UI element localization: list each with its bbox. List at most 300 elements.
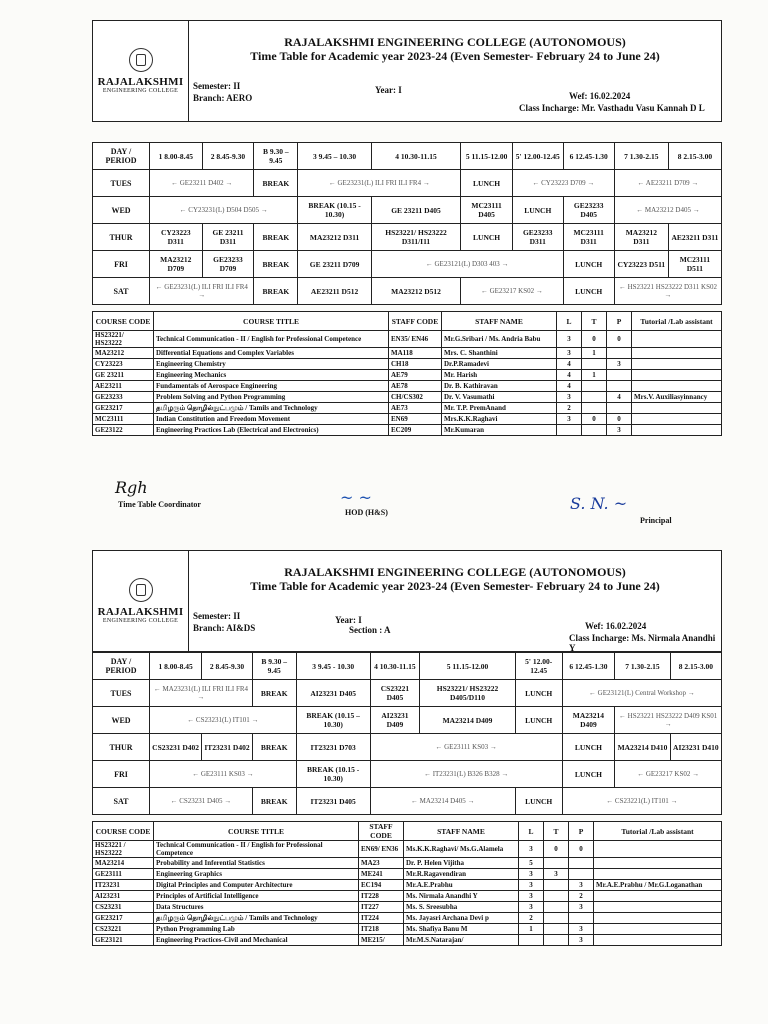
slot-cell: IT23231 D703 (296, 734, 370, 761)
staff-name: Ms. Shafiya Banu M (404, 924, 519, 935)
slot-cell: AI23231 D410 (670, 734, 721, 761)
day-label: WED (93, 707, 150, 734)
lecture-hours: 4 (557, 370, 582, 381)
tutorial-assistant (594, 913, 722, 924)
timetable-title: Time Table for Academic year 2023-24 (Even Semester- February 24 to June 24) (250, 579, 660, 593)
slot-cell: MA23212 D709 (150, 251, 203, 278)
day-label: SAT (93, 788, 150, 815)
staff-name: Dr. V. Vasumathi (442, 392, 557, 403)
course-title: Problem Solving and Python Programming (154, 392, 389, 403)
lecture-hours: 3 (557, 348, 582, 359)
course-title: Differential Equations and Complex Variables (154, 348, 389, 359)
staff-code: ME215/ (359, 935, 404, 946)
day-row (93, 761, 722, 788)
class-incharge: Class Incharge: Mr. Vasthadu Vasu Kannah D L (519, 103, 705, 113)
period-header: DAY / PERIOD (93, 653, 150, 680)
course-title: Technical Communication - II / English for Professional Competence (154, 331, 389, 348)
tutorial-hours (544, 858, 569, 869)
slot-cell: ← CS23231(L) IT101 → (150, 707, 297, 734)
slot-cell: MC23111 D511 (668, 251, 721, 278)
course-code: MC23111 (93, 414, 154, 425)
practical-hours: 3 (569, 902, 594, 913)
slot-cell: ← CS23231 D405 → (150, 788, 253, 815)
course-title: Python Programming Lab (154, 924, 359, 935)
practical-hours: 0 (569, 841, 594, 858)
day-row (93, 788, 722, 815)
header-titles (189, 551, 721, 651)
day-label: THUR (93, 734, 150, 761)
lunch-cell: LUNCH (512, 197, 563, 224)
course-title: தமிழரும் தொழில்நுட்பமும் / Tamils and Technology (154, 403, 389, 414)
staff-name: Mrs.K.K.Raghavi (442, 414, 557, 425)
practical-hours: 3 (607, 425, 632, 436)
logo-name: RAJALAKSHMI (97, 76, 184, 88)
slot-cell: CY23223 D311 (150, 224, 203, 251)
staff-name: Mr.R.Ragavendiran (404, 869, 519, 880)
course-row (93, 370, 722, 381)
staff-name: Mr.G.Sribari / Ms. Andria Babu (442, 331, 557, 348)
practical-hours: 3 (569, 880, 594, 891)
slot-cell: ← GE23121(L) Central Workshop → (562, 680, 721, 707)
day-label: THUR (93, 224, 150, 251)
lecture-hours (557, 425, 582, 436)
slot-cell: ← MA23212 D405 → (614, 197, 721, 224)
slot-cell: ← GE23231(L) ILI FRI ILI FR4 → (298, 170, 461, 197)
slot-cell: AI23231 D409 (370, 707, 420, 734)
practical-hours: 3 (569, 935, 594, 946)
lunch-cell: LUNCH (515, 788, 562, 815)
staff-code: EN69/ EN36 (359, 841, 404, 858)
day-label: WED (93, 197, 150, 224)
tutorial-hours (582, 359, 607, 370)
slot-cell: ← MA23214 D405 → (370, 788, 515, 815)
slot-cell: ← HS23221 HS23222 D409 KS01 → (615, 707, 722, 734)
semester-label: Semester: II (193, 611, 241, 621)
lecture-hours: 3 (557, 331, 582, 348)
wef-label: Wef: 16.02.2024 (569, 91, 631, 101)
break-cell: BREAK (252, 680, 296, 707)
section-label: Section : A (349, 625, 391, 635)
tutorial-assistant (594, 924, 722, 935)
practical-hours (607, 348, 632, 359)
branch-label: Branch: AI&DS (193, 623, 256, 633)
staff-name: Dr. P. Helen Vijitha (404, 858, 519, 869)
tutorial-assistant (594, 935, 722, 946)
tutorial-header: Tutorial /Lab assistant (632, 312, 722, 331)
staff-name: Mr.M.S.Natarajan/ (404, 935, 519, 946)
tutorial-assistant (594, 858, 722, 869)
break-cell: BREAK (252, 788, 296, 815)
course-title: Engineering Practices Lab (Electrical and Electronics) (154, 425, 389, 436)
lecture-hours: 2 (557, 403, 582, 414)
period-header: 3 9.45 - 10.30 (296, 653, 370, 680)
course-row (93, 935, 722, 946)
practical-hours: 0 (607, 331, 632, 348)
day-label: FRI (93, 251, 150, 278)
staff-name: Ms.K.K.Raghavi/ Ms.G.Alamela (404, 841, 519, 858)
period-header: 1 8.00-8.45 (150, 143, 203, 170)
slot-cell: MA23214 D409 (562, 707, 615, 734)
day-label: TUES (93, 170, 150, 197)
period-header: 2 8.45-9.30 (202, 143, 254, 170)
timetable-grid (92, 652, 722, 815)
tutorial-assistant (632, 381, 722, 392)
hod-label: HOD (H&S) (345, 508, 388, 517)
staff-code: IT218 (359, 924, 404, 935)
lunch-cell: LUNCH (563, 278, 614, 305)
course-row (93, 414, 722, 425)
staff-code: EN35/ EN46 (389, 331, 442, 348)
slot-cell: CS23231 D402 (150, 734, 202, 761)
l-header: L (519, 822, 544, 841)
slot-cell: MC23111 D311 (563, 224, 614, 251)
period-header: 7 1.30-2.15 (614, 143, 668, 170)
staff-code: MA23 (359, 858, 404, 869)
lecture-hours: 3 (557, 414, 582, 425)
period-header: 2 8.45-9.30 (202, 653, 253, 680)
tutorial-assistant (594, 841, 722, 858)
day-label: FRI (93, 761, 150, 788)
course-code: GE23111 (93, 869, 154, 880)
slot-cell: GE23233 D709 (202, 251, 254, 278)
course-code: AI23231 (93, 891, 154, 902)
practical-hours (607, 370, 632, 381)
period-header: 6 12.45-1.30 (563, 143, 614, 170)
staff-name: Mr. Harish (442, 370, 557, 381)
period-header: 4 10.30-11.15 (370, 653, 420, 680)
course-row (93, 403, 722, 414)
course-title: Technical Communication - II / English for Professional Competence (154, 841, 359, 858)
slot-cell: ← HS23221 HS23222 D311 KS02 → (614, 278, 721, 305)
slot-cell: ← GE23231(L) ILI FRI ILI FR4 → (150, 278, 254, 305)
staff-name-header: STAFF NAME (404, 822, 519, 841)
staff-code: CH/CS302 (389, 392, 442, 403)
break-cell: BREAK (252, 734, 296, 761)
course-row (93, 348, 722, 359)
period-header: 8 2.15-3.00 (670, 653, 721, 680)
slot-cell: AE23211 D512 (298, 278, 371, 305)
principal-signature: S. N. ~ (570, 494, 628, 513)
practical-hours (607, 381, 632, 392)
slot-cell: IT23231 D402 (202, 734, 253, 761)
year-label: Year: I (335, 615, 362, 625)
slot-cell: ← GE23111 KS03 → (370, 734, 562, 761)
tutorial-assistant (632, 331, 722, 348)
period-header: 7 1.30-2.15 (615, 653, 671, 680)
lecture-hours: 3 (519, 902, 544, 913)
period-header: B 9.30 – 9.45 (254, 143, 298, 170)
slot-cell: ← IT23231(L) B326 B328 → (370, 761, 562, 788)
staff-name: Ms. S. Sreesubha (404, 902, 519, 913)
lunch-cell: LUNCH (562, 761, 615, 788)
slot-cell: CY23223 D511 (614, 251, 668, 278)
staff-name: Mrs. C. Shanthini (442, 348, 557, 359)
course-row (93, 381, 722, 392)
course-title: Data Structures (154, 902, 359, 913)
lecture-hours: 3 (519, 880, 544, 891)
course-row (93, 902, 722, 913)
college-logo (93, 551, 189, 651)
slot-cell: MA23212 D512 (371, 278, 460, 305)
hod-signature: ~ ~ (340, 488, 372, 507)
course-title: Engineering Chemistry (154, 359, 389, 370)
course-title: Engineering Mechanics (154, 370, 389, 381)
course-title: தமிழரும் தொழில்நுட்பமும் / Tamils and Technology (154, 913, 359, 924)
practical-hours: 2 (569, 891, 594, 902)
staff-name: Mr. T.P. PremAnand (442, 403, 557, 414)
slot-cell: ← GE23211 D402 → (150, 170, 254, 197)
course-table (92, 821, 722, 946)
lecture-hours: 3 (557, 392, 582, 403)
lunch-cell: LUNCH (515, 707, 562, 734)
tutorial-assistant (594, 869, 722, 880)
day-row (93, 197, 722, 224)
tutorial-hours: 3 (544, 869, 569, 880)
slot-cell: ← GE23111 KS03 → (150, 761, 297, 788)
practical-hours: 0 (607, 414, 632, 425)
lecture-hours: 4 (557, 359, 582, 370)
college-name: RAJALAKSHMI ENGINEERING COLLEGE (AUTONOMOUS) (284, 35, 626, 49)
course-table (92, 311, 722, 436)
course-code: CY23223 (93, 359, 154, 370)
course-row (93, 392, 722, 403)
coordinator-signature: Rgh (115, 478, 148, 497)
p-header: P (607, 312, 632, 331)
course-header-row (93, 312, 722, 331)
break-cell: BREAK (254, 224, 298, 251)
branch-label: Branch: AERO (193, 93, 253, 103)
timetable-sheet-aero (92, 20, 722, 436)
logo-subtitle: ENGINEERING COLLEGE (102, 88, 179, 94)
staff-code: AE78 (389, 381, 442, 392)
tutorial-hours (544, 902, 569, 913)
course-code-header: COURSE CODE (93, 822, 154, 841)
header-titles (189, 21, 721, 121)
tutorial-hours: 0 (544, 841, 569, 858)
course-code: GE23233 (93, 392, 154, 403)
class-incharge: Class Incharge: Ms. Nirmala Anandhi Y (569, 633, 716, 653)
staff-code: EC209 (389, 425, 442, 436)
break-cell: BREAK (254, 278, 298, 305)
year-label: Year: I (375, 85, 402, 95)
logo-name: RAJALAKSHMI (97, 606, 184, 618)
practical-hours: 3 (569, 924, 594, 935)
slot-cell: IT23231 D405 (296, 788, 370, 815)
staff-code: MA118 (389, 348, 442, 359)
slot-cell: ← GE23217 KS02 → (615, 761, 722, 788)
lecture-hours: 5 (519, 858, 544, 869)
period-header-row (93, 143, 722, 170)
staff-code-header: STAFF CODE (359, 822, 404, 841)
slot-cell: MA23214 D409 (420, 707, 516, 734)
tutorial-hours: 0 (582, 414, 607, 425)
slot-cell: MA23212 D311 (614, 224, 668, 251)
practical-hours (607, 403, 632, 414)
tutorial-header: Tutorial /Lab assistant (594, 822, 722, 841)
slot-cell: HS23221/ HS23222 D311/I11 (371, 224, 460, 251)
practical-hours: 4 (607, 392, 632, 403)
period-header: 3 9.45 – 10.30 (298, 143, 371, 170)
course-code: AE23211 (93, 381, 154, 392)
period-header: DAY / PERIOD (93, 143, 150, 170)
practical-hours: 3 (607, 359, 632, 370)
college-emblem-icon (129, 48, 153, 72)
staff-name: Mr.A.E.Prabhu (404, 880, 519, 891)
slot-cell: ← MA23231(L) ILI FRI ILI FR4 → (150, 680, 253, 707)
tutorial-hours: 1 (582, 370, 607, 381)
course-row (93, 924, 722, 935)
lunch-cell: LUNCH (515, 680, 562, 707)
course-code: MA23212 (93, 348, 154, 359)
tutorial-assistant: Mrs.V. Auxiliasyinnancy (632, 392, 722, 403)
break-cell: BREAK (10.15 - 10.30) (298, 197, 371, 224)
lecture-hours: 3 (519, 869, 544, 880)
tutorial-hours: 1 (582, 348, 607, 359)
t-header: T (582, 312, 607, 331)
course-row (93, 913, 722, 924)
tutorial-hours (544, 935, 569, 946)
slot-cell: MA23212 D311 (298, 224, 371, 251)
sheet-header (92, 20, 722, 122)
slot-cell: ← GE23121(L) D303 403 → (371, 251, 563, 278)
slot-cell: AE23211 D311 (668, 224, 721, 251)
slot-cell: MC23111 D405 (461, 197, 513, 224)
t-header: T (544, 822, 569, 841)
tutorial-assistant (594, 891, 722, 902)
lecture-hours: 1 (519, 924, 544, 935)
slot-cell: ← AE23211 D709 → (614, 170, 721, 197)
course-code: CS23221 (93, 924, 154, 935)
day-row (93, 278, 722, 305)
course-title-header: COURSE TITLE (154, 822, 359, 841)
college-name: RAJALAKSHMI ENGINEERING COLLEGE (AUTONOMOUS) (284, 565, 626, 579)
tutorial-assistant (632, 348, 722, 359)
slot-cell: ← GE23217 KS02 → (461, 278, 563, 305)
timetable-grid (92, 142, 722, 305)
day-row (93, 707, 722, 734)
course-row (93, 359, 722, 370)
slot-cell: AI23231 D405 (296, 680, 370, 707)
day-label: TUES (93, 680, 150, 707)
period-header: 8 2.15-3.00 (668, 143, 721, 170)
staff-name-header: STAFF NAME (442, 312, 557, 331)
course-title: Principles of Artificial Intelligence (154, 891, 359, 902)
college-logo (93, 21, 189, 121)
wef-label: Wef: 16.02.2024 (585, 621, 647, 631)
tutorial-hours (582, 392, 607, 403)
staff-code: CH18 (389, 359, 442, 370)
staff-code: IT224 (359, 913, 404, 924)
course-row (93, 425, 722, 436)
tutorial-assistant (632, 370, 722, 381)
break-cell: BREAK (254, 251, 298, 278)
tutorial-assistant (632, 403, 722, 414)
slot-cell: GE23233 D311 (512, 224, 563, 251)
tutorial-hours: 0 (582, 331, 607, 348)
sheet-header (92, 550, 722, 652)
break-cell: BREAK (254, 170, 298, 197)
slot-cell: ← CY23223 D709 → (512, 170, 614, 197)
tutorial-hours (582, 425, 607, 436)
staff-code: EN69 (389, 414, 442, 425)
day-row (93, 734, 722, 761)
slot-cell: MA23214 D410 (615, 734, 671, 761)
course-row (93, 869, 722, 880)
course-code: GE23217 (93, 913, 154, 924)
slot-cell: GE 23211 D709 (298, 251, 371, 278)
staff-name: Dr.P.Ramadevi (442, 359, 557, 370)
day-row (93, 224, 722, 251)
tutorial-hours (544, 880, 569, 891)
lecture-hours: 4 (557, 381, 582, 392)
tutorial-assistant (632, 425, 722, 436)
course-title: Engineering Graphics (154, 869, 359, 880)
l-header: L (557, 312, 582, 331)
staff-code: IT227 (359, 902, 404, 913)
practical-hours (569, 913, 594, 924)
break-cell: BREAK (10.15 - 10.30) (296, 761, 370, 788)
lunch-cell: LUNCH (563, 251, 614, 278)
slot-cell: GE 23211 D405 (371, 197, 460, 224)
logo-subtitle: ENGINEERING COLLEGE (102, 618, 179, 624)
p-header: P (569, 822, 594, 841)
course-title: Engineering Practices-Civil and Mechanical (154, 935, 359, 946)
period-header: 5' 12.00-12.45 (512, 143, 563, 170)
course-code: GE23122 (93, 425, 154, 436)
course-row (93, 891, 722, 902)
staff-name: Ms. Jayasri Archana Devi p (404, 913, 519, 924)
slot-cell: ← CY23231(L) D504 D505 → (150, 197, 298, 224)
staff-code: AE79 (389, 370, 442, 381)
staff-code: IT228 (359, 891, 404, 902)
tutorial-hours (544, 891, 569, 902)
break-cell: BREAK (10.15 – 10.30) (296, 707, 370, 734)
tutorial-hours (544, 924, 569, 935)
principal-label: Principal (640, 516, 672, 525)
day-row (93, 251, 722, 278)
course-row (93, 858, 722, 869)
period-header: 5 11.15-12.00 (420, 653, 516, 680)
day-row (93, 680, 722, 707)
course-row (93, 880, 722, 891)
course-code: GE23217 (93, 403, 154, 414)
course-row (93, 331, 722, 348)
tutorial-hours (582, 403, 607, 414)
college-emblem-icon (129, 578, 153, 602)
period-header: 6 12.45-1.30 (562, 653, 615, 680)
period-header: B 9.30 – 9.45 (252, 653, 296, 680)
timetable-title: Time Table for Academic year 2023-24 (Even Semester- February 24 to June 24) (250, 49, 660, 63)
lecture-hours (519, 935, 544, 946)
course-code: HS23221/ HS23222 (93, 331, 154, 348)
course-code-header: COURSE CODE (93, 312, 154, 331)
course-title: Fundamentals of Aerospace Engineering (154, 381, 389, 392)
period-header: 5 11.15-12.00 (461, 143, 513, 170)
course-title: Probability and Inferential Statistics (154, 858, 359, 869)
staff-code: EC194 (359, 880, 404, 891)
staff-code: ME241 (359, 869, 404, 880)
period-header: 4 10.30-11.15 (371, 143, 460, 170)
tutorial-assistant: Mr.A.E.Prabhu / Mr.G.Loganathan (594, 880, 722, 891)
staff-name: Ms. Nirmala Anandhi Y (404, 891, 519, 902)
slot-cell: ← CS23221(L) IT101 → (562, 788, 721, 815)
lecture-hours: 2 (519, 913, 544, 924)
lunch-cell: LUNCH (461, 224, 513, 251)
lunch-cell: LUNCH (461, 170, 513, 197)
slot-cell: HS23221/ HS23222 D405/D110 (420, 680, 516, 707)
period-header: 5' 12.00-12.45 (515, 653, 562, 680)
slot-cell: CS23221 D405 (370, 680, 420, 707)
